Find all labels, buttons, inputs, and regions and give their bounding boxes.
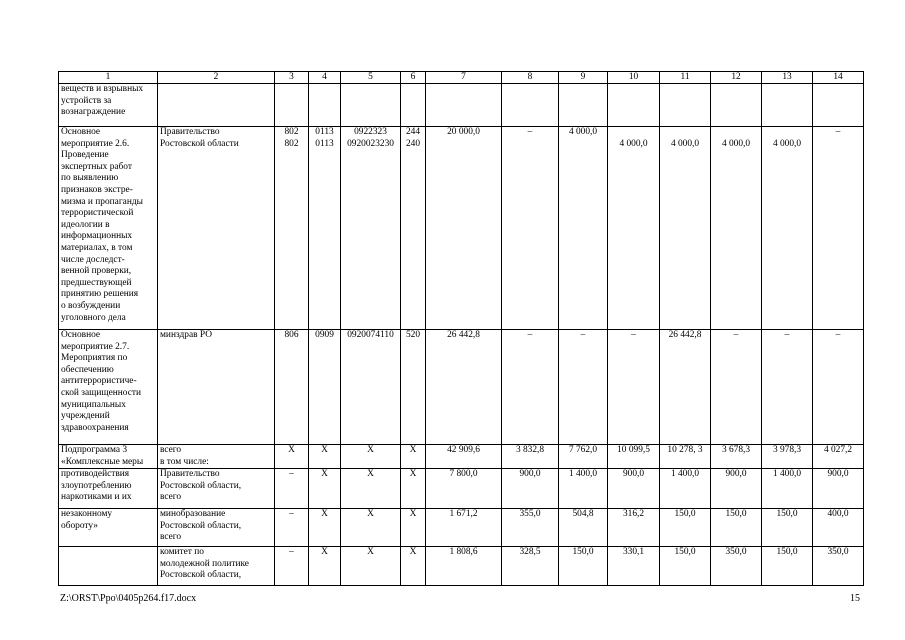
cell-line bbox=[662, 127, 708, 139]
cell-line: – bbox=[733, 330, 739, 340]
table-cell bbox=[426, 445, 502, 469]
cell-line: информационных bbox=[61, 231, 133, 242]
table-cell bbox=[275, 127, 309, 330]
table-cell bbox=[660, 509, 711, 547]
cell-line: 0920023230 bbox=[347, 138, 394, 149]
cell-line: – bbox=[289, 469, 294, 480]
cell-line: 802 bbox=[284, 138, 299, 149]
table-cell bbox=[762, 445, 813, 469]
cell-line: 328,5 bbox=[519, 547, 541, 558]
cell-line: молодежной политике bbox=[160, 558, 249, 569]
table-cell bbox=[711, 330, 762, 445]
cell-line: 4 000,0 bbox=[670, 138, 700, 149]
column-header: 4 bbox=[309, 72, 341, 84]
cell-line: Х bbox=[367, 445, 374, 455]
cell-line: 4 027,2 bbox=[823, 445, 853, 455]
cell-line: «Комплексные меры bbox=[61, 456, 144, 467]
cell-line: Х bbox=[288, 445, 295, 455]
table-cell bbox=[660, 445, 711, 469]
table-cell bbox=[660, 469, 711, 509]
cell-line: 900,0 bbox=[622, 469, 645, 480]
column-header: 5 bbox=[341, 72, 401, 84]
cell-line bbox=[610, 127, 657, 139]
cell-line: 240 bbox=[405, 138, 421, 149]
cell-line: 244 bbox=[405, 127, 421, 137]
cell-line: 806 bbox=[284, 330, 299, 340]
cell-line: учреждений bbox=[61, 411, 110, 422]
cell-line: уголовного дела bbox=[61, 312, 126, 323]
cell-line: Проведение bbox=[61, 150, 109, 161]
table-cell bbox=[502, 509, 559, 547]
table-cell bbox=[711, 127, 762, 330]
table-row bbox=[59, 469, 864, 509]
cell-line: веществ и взрывных bbox=[61, 84, 144, 94]
table-cell bbox=[608, 84, 660, 127]
cell-line: о возбуждении bbox=[61, 300, 121, 311]
table-cell bbox=[813, 509, 864, 547]
table-cell bbox=[59, 445, 158, 469]
cell-line: – bbox=[784, 330, 790, 340]
table-cell bbox=[275, 547, 309, 586]
table-cell bbox=[158, 127, 275, 330]
table-cell bbox=[660, 330, 711, 445]
cell-line: 1 400,0 bbox=[670, 469, 700, 480]
cell-line: – bbox=[835, 127, 841, 137]
table-cell bbox=[426, 84, 502, 127]
cell-line: наркотиками и их bbox=[61, 492, 132, 503]
table-cell bbox=[275, 469, 309, 509]
column-header: 12 bbox=[711, 72, 762, 84]
table-cell bbox=[426, 127, 502, 330]
table-cell bbox=[813, 84, 864, 127]
table-cell bbox=[158, 469, 275, 509]
cell-line: 7 800,0 bbox=[449, 469, 478, 480]
table-cell bbox=[275, 445, 309, 469]
table-row bbox=[59, 509, 864, 547]
cell-line: 10 278, 3 bbox=[667, 445, 703, 455]
table-cell bbox=[502, 547, 559, 586]
table-cell bbox=[762, 509, 813, 547]
table-cell bbox=[502, 84, 559, 127]
table-cell bbox=[158, 445, 275, 469]
table-cell bbox=[762, 127, 813, 330]
cell-line: принятию решения bbox=[61, 289, 139, 300]
cell-line: 1 808,6 bbox=[449, 547, 478, 558]
table-cell bbox=[502, 330, 559, 445]
cell-line: признаков экстре- bbox=[61, 184, 133, 195]
cell-line: Х bbox=[321, 547, 328, 558]
cell-line: 350,0 bbox=[725, 547, 747, 558]
cell-line: 0920074110 bbox=[347, 330, 394, 340]
cell-line: вознаграждение bbox=[61, 107, 126, 118]
cell-line: 0113 bbox=[315, 127, 334, 137]
column-header: 9 bbox=[559, 72, 608, 84]
cell-line: числе доследст- bbox=[61, 254, 125, 265]
cell-line: Х bbox=[367, 547, 374, 558]
column-header: 1 bbox=[59, 72, 158, 84]
cell-line: здравоохранения bbox=[61, 422, 129, 433]
cell-line: – bbox=[631, 330, 636, 340]
table-cell bbox=[660, 84, 711, 127]
table-cell bbox=[401, 547, 426, 586]
table-cell bbox=[502, 445, 559, 469]
table-cell bbox=[59, 469, 158, 509]
cell-line: минздрав РО bbox=[160, 330, 212, 340]
cell-line: Х bbox=[321, 509, 328, 520]
table-cell bbox=[762, 469, 813, 509]
table-cell bbox=[608, 127, 660, 330]
cell-line bbox=[764, 127, 810, 139]
table-cell bbox=[275, 84, 309, 127]
table-cell bbox=[813, 127, 864, 330]
table-cell bbox=[341, 127, 401, 330]
cell-line: идеологии в bbox=[61, 219, 110, 230]
cell-line: обеспечению bbox=[61, 364, 114, 375]
file-path: Z:\ORST\Ppo\0405p264.f17.docx bbox=[60, 593, 197, 604]
table-cell bbox=[559, 469, 608, 509]
table-cell bbox=[341, 509, 401, 547]
cell-line: террористической bbox=[61, 208, 134, 219]
table-cell bbox=[813, 547, 864, 586]
table-cell bbox=[559, 330, 608, 445]
table-cell bbox=[401, 469, 426, 509]
cell-line: 0922323 bbox=[354, 127, 387, 137]
budget-table bbox=[58, 71, 864, 586]
cell-line: 7 762,0 bbox=[568, 445, 598, 455]
table-cell bbox=[762, 84, 813, 127]
cell-line: 520 bbox=[405, 330, 421, 340]
table-cell bbox=[660, 127, 711, 330]
cell-line: обороту» bbox=[61, 520, 98, 531]
cell-line: Х bbox=[409, 509, 417, 520]
table-cell bbox=[401, 84, 426, 127]
cell-line: Правительство bbox=[160, 127, 220, 137]
cell-line: 802 bbox=[284, 127, 299, 137]
table-cell bbox=[502, 469, 559, 509]
cell-line: 900,0 bbox=[519, 469, 541, 480]
cell-line: 20 000,0 bbox=[447, 127, 480, 137]
cell-line: комитет по bbox=[160, 547, 204, 558]
table-cell bbox=[426, 509, 502, 547]
cell-line: 1 400,0 bbox=[568, 469, 598, 480]
cell-line: всего bbox=[160, 445, 182, 455]
table-cell bbox=[341, 469, 401, 509]
table-cell bbox=[813, 330, 864, 445]
cell-line: венной проверки, bbox=[61, 266, 132, 277]
table-cell bbox=[341, 547, 401, 586]
cell-line: – bbox=[527, 330, 533, 340]
cell-line: 0909 bbox=[315, 330, 334, 340]
cell-line: Х bbox=[409, 547, 417, 558]
column-header: 11 bbox=[660, 72, 711, 84]
table-cell bbox=[711, 84, 762, 127]
table-cell bbox=[59, 509, 158, 547]
cell-line: 355,0 bbox=[519, 509, 541, 520]
table-cell bbox=[762, 547, 813, 586]
table-cell bbox=[559, 127, 608, 330]
cell-line: Х bbox=[367, 469, 374, 480]
cell-line: 26 442,8 bbox=[447, 330, 480, 340]
table-cell bbox=[711, 445, 762, 469]
cell-line: антитеррористиче- bbox=[61, 376, 137, 387]
table-cell bbox=[158, 547, 275, 586]
table-cell bbox=[59, 84, 158, 127]
table-cell bbox=[813, 469, 864, 509]
table-cell bbox=[309, 84, 341, 127]
table-cell bbox=[559, 509, 608, 547]
table-cell bbox=[608, 445, 660, 469]
table-row bbox=[59, 84, 864, 127]
table-row bbox=[59, 547, 864, 586]
cell-line: 150,0 bbox=[674, 547, 696, 558]
cell-line: Подпрограмма 3 bbox=[61, 445, 128, 455]
table-cell bbox=[711, 547, 762, 586]
cell-line bbox=[713, 127, 759, 139]
table-cell bbox=[275, 330, 309, 445]
cell-line: 150,0 bbox=[776, 509, 798, 520]
cell-line: 10 099,5 bbox=[617, 445, 650, 455]
table-cell bbox=[401, 330, 426, 445]
cell-line: – bbox=[527, 127, 533, 137]
header-row bbox=[59, 72, 864, 84]
table-cell bbox=[309, 469, 341, 509]
cell-line: всего bbox=[160, 532, 182, 543]
cell-line: – bbox=[289, 509, 294, 520]
column-header: 7 bbox=[426, 72, 502, 84]
cell-line: 150,0 bbox=[776, 547, 798, 558]
table-cell bbox=[401, 127, 426, 330]
cell-line: всего bbox=[160, 492, 182, 503]
table-cell bbox=[502, 127, 559, 330]
cell-line: 350,0 bbox=[827, 547, 849, 558]
cell-line: Х bbox=[321, 445, 328, 455]
cell-line: Х bbox=[409, 445, 417, 455]
cell-line: Ростовской области, bbox=[160, 480, 242, 491]
table-cell bbox=[341, 84, 401, 127]
table-cell bbox=[275, 509, 309, 547]
table-cell bbox=[559, 547, 608, 586]
table-cell bbox=[309, 330, 341, 445]
cell-line: Х bbox=[321, 469, 328, 480]
table-cell bbox=[608, 509, 660, 547]
column-header: 6 bbox=[401, 72, 426, 84]
column-header: 8 bbox=[502, 72, 559, 84]
cell-line: 150,0 bbox=[572, 547, 594, 558]
cell-line: устройств за bbox=[61, 95, 112, 106]
cell-line: 4 000,0 bbox=[772, 138, 802, 149]
table-cell bbox=[158, 84, 275, 127]
cell-line: 1 400,0 bbox=[772, 469, 802, 480]
cell-line: незаконному bbox=[61, 509, 113, 520]
cell-line: злоупотреблению bbox=[61, 480, 132, 491]
table-cell bbox=[426, 330, 502, 445]
table-cell bbox=[309, 509, 341, 547]
cell-line: 0113 bbox=[315, 138, 334, 149]
cell-line: мизма и пропаганды bbox=[61, 196, 143, 207]
cell-line: – bbox=[835, 330, 841, 340]
cell-line: 3 678,3 bbox=[721, 445, 751, 455]
page-number: 15 bbox=[850, 593, 860, 604]
table-cell bbox=[309, 445, 341, 469]
cell-line: Основное bbox=[61, 127, 101, 137]
table-cell bbox=[762, 330, 813, 445]
column-header: 3 bbox=[275, 72, 309, 84]
cell-line: Правительство bbox=[160, 469, 220, 480]
cell-line: предшествующей bbox=[61, 277, 132, 288]
table-cell bbox=[59, 127, 158, 330]
cell-line: 42 909,6 bbox=[447, 445, 480, 455]
table-cell bbox=[158, 509, 275, 547]
cell-line: 150,0 bbox=[674, 509, 696, 520]
table-cell bbox=[559, 84, 608, 127]
column-header: 2 bbox=[158, 72, 275, 84]
table-cell bbox=[59, 330, 158, 445]
cell-line: Х bbox=[409, 469, 417, 480]
table-cell bbox=[59, 547, 158, 586]
cell-line: 1 671,2 bbox=[449, 509, 478, 520]
table-cell bbox=[711, 469, 762, 509]
cell-line: экспертных работ bbox=[61, 161, 132, 172]
table-cell bbox=[660, 547, 711, 586]
table-row bbox=[59, 445, 864, 469]
table-cell bbox=[426, 469, 502, 509]
cell-line: 400,0 bbox=[827, 509, 849, 520]
cell-line: в том числе: bbox=[160, 456, 209, 467]
cell-line: минобразование bbox=[160, 509, 226, 520]
table-cell bbox=[813, 445, 864, 469]
cell-line: по выявлению bbox=[61, 173, 119, 184]
table-cell bbox=[426, 547, 502, 586]
cell-line: 900,0 bbox=[725, 469, 747, 480]
table-cell bbox=[309, 127, 341, 330]
cell-line: Основное bbox=[61, 330, 101, 340]
cell-line: 4 000,0 bbox=[721, 138, 751, 149]
cell-line: 26 442,8 bbox=[668, 330, 702, 340]
table-cell bbox=[559, 445, 608, 469]
cell-line: материалах, в том bbox=[61, 242, 133, 253]
table-cell bbox=[401, 509, 426, 547]
cell-line: 3 978,3 bbox=[772, 445, 802, 455]
table-cell bbox=[341, 445, 401, 469]
table-cell bbox=[608, 330, 660, 445]
cell-line: 150,0 bbox=[725, 509, 747, 520]
cell-line: Ростовской области, bbox=[160, 520, 242, 531]
column-header: 10 bbox=[608, 72, 660, 84]
cell-line: Ростовской области bbox=[160, 138, 239, 149]
table-cell bbox=[608, 547, 660, 586]
table-row bbox=[59, 127, 864, 330]
table-cell bbox=[341, 330, 401, 445]
cell-line: – bbox=[289, 547, 294, 558]
cell-line: противодействия bbox=[61, 469, 130, 480]
table-cell bbox=[401, 445, 426, 469]
cell-line: Мероприятия по bbox=[61, 353, 128, 364]
cell-line: муниципальных bbox=[61, 399, 126, 410]
column-header: 14 bbox=[813, 72, 864, 84]
cell-line: 900,0 bbox=[827, 469, 849, 480]
cell-line: мероприятие 2.6. bbox=[61, 138, 130, 149]
cell-line: – bbox=[580, 330, 586, 340]
table-row bbox=[59, 330, 864, 445]
cell-line: 330,1 bbox=[622, 547, 645, 558]
cell-line: 4 000,0 bbox=[619, 138, 648, 149]
column-header: 13 bbox=[762, 72, 813, 84]
cell-line: 504,8 bbox=[572, 509, 594, 520]
cell-line: ской защищенности bbox=[61, 387, 141, 398]
cell-line: 316,2 bbox=[622, 509, 645, 520]
cell-line: 4 000,0 bbox=[568, 127, 598, 137]
table-cell bbox=[158, 330, 275, 445]
cell-line: Ростовской области, bbox=[160, 570, 242, 581]
cell-line: Х bbox=[367, 509, 374, 520]
cell-line: 3 832,8 bbox=[515, 445, 545, 455]
cell-line: мероприятие 2.7. bbox=[61, 341, 130, 352]
table-cell bbox=[608, 469, 660, 509]
table-cell bbox=[309, 547, 341, 586]
table-cell bbox=[711, 509, 762, 547]
